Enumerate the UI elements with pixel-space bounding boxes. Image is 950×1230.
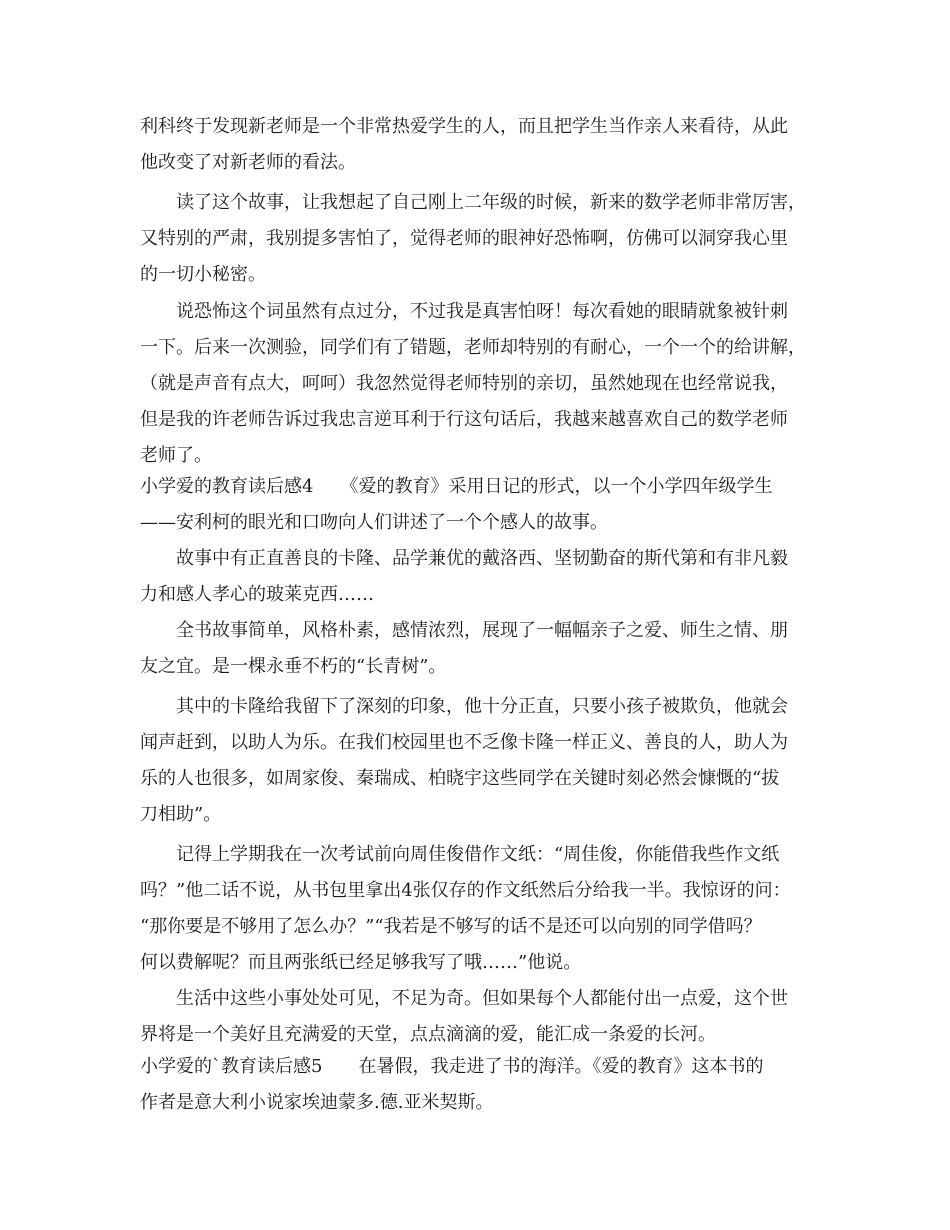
- text-line: 小学爱的教育读后感4 《爱的教育》采用日记的形式，以一个小学四年级学生: [140, 476, 773, 497]
- text-line: 其中的卡隆给我留下了深刻的印象，他十分正直，只要小孩子被欺负，他就会: [176, 696, 788, 717]
- text-line: 全书故事简单，风格朴素，感情浓烈，展现了一幅幅亲子之爱、师生之情、朋: [176, 620, 788, 641]
- text-line: （就是声音有点大，呵呵）我忽然觉得老师特别的亲切，虽然她现在也经常说我，: [140, 373, 788, 394]
- text-line: 故事中有正直善良的卡隆、品学兼优的戴洛西、坚韧勤奋的斯代第和有非凡毅: [176, 548, 788, 569]
- text-line: 何以费解呢？而且两张纸已经足够我写了哦……”他说。: [140, 952, 582, 973]
- text-line: 作者是意大利小说家埃迪蒙多.德.亚米契斯。: [140, 1092, 494, 1113]
- text-line: ——安利柯的眼光和口吻向人们讲述了一个个感人的故事。: [140, 512, 608, 533]
- text-line: 刀相助”。: [140, 804, 222, 825]
- text-line: 的一切小秘密。: [140, 264, 266, 285]
- text-line: 小学爱的`教育读后感5 在暑假，我走进了书的海洋。《爱的教育》这本书的: [140, 1056, 764, 1077]
- text-line: 又特别的严肃，我别提多害怕了，觉得老师的眼神好恐怖啊，仿佛可以洞穿我心里: [140, 228, 788, 249]
- text-line: 力和感人孝心的玻莱克西……: [140, 584, 374, 605]
- text-line: 但是我的许老师告诉过我忠言逆耳利于行这句话后，我越来越喜欢自己的数学老师: [140, 409, 788, 430]
- text-line: “那你要是不够用了怎么办？”“我若是不够写的话不是还可以向别的同学借吗？: [140, 916, 762, 937]
- text-line: 吗？”他二话不说，从书包里拿出4张仅存的作文纸然后分给我一半。我惊讶的问：: [140, 880, 791, 901]
- text-line: 他改变了对新老师的看法。: [140, 152, 356, 173]
- text-line: 读了这个故事，让我想起了自己刚上二年级的时候，新来的数学老师非常厉害，: [176, 192, 806, 213]
- text-line: 利科终于发现新老师是一个非常热爱学生的人，而且把学生当作亲人来看待，从此: [140, 116, 788, 137]
- text-line: 闻声赶到，以助人为乐。在我们校园里也不乏像卡隆一样正义、善良的人，助人为: [140, 732, 788, 753]
- text-line: 友之宜。是一棵永垂不朽的“长青树”。: [140, 656, 447, 677]
- text-line: 记得上学期我在一次考试前向周佳俊借作文纸：“周佳俊，你能借我些作文纸: [176, 844, 780, 865]
- text-line: 生活中这些小事处处可见，不足为奇。但如果每个人都能付出一点爱，这个世: [176, 988, 788, 1009]
- text-line: 一下。后来一次测验，同学们有了错题，老师却特别的有耐心，一个一个的给讲解，: [140, 337, 806, 358]
- text-line: 说恐怖这个词虽然有点过分，不过我是真害怕呀！每次看她的眼睛就象被针刺: [176, 301, 788, 322]
- text-line: 老师了。: [140, 445, 212, 466]
- text-line: 乐的人也很多，如周家俊、秦瑞成、柏晓宇这些同学在关键时刻必然会慷慨的“拔: [140, 768, 780, 789]
- text-line: 界将是一个美好且充满爱的天堂，点点滴滴的爱，能汇成一条爱的长河。: [140, 1024, 716, 1045]
